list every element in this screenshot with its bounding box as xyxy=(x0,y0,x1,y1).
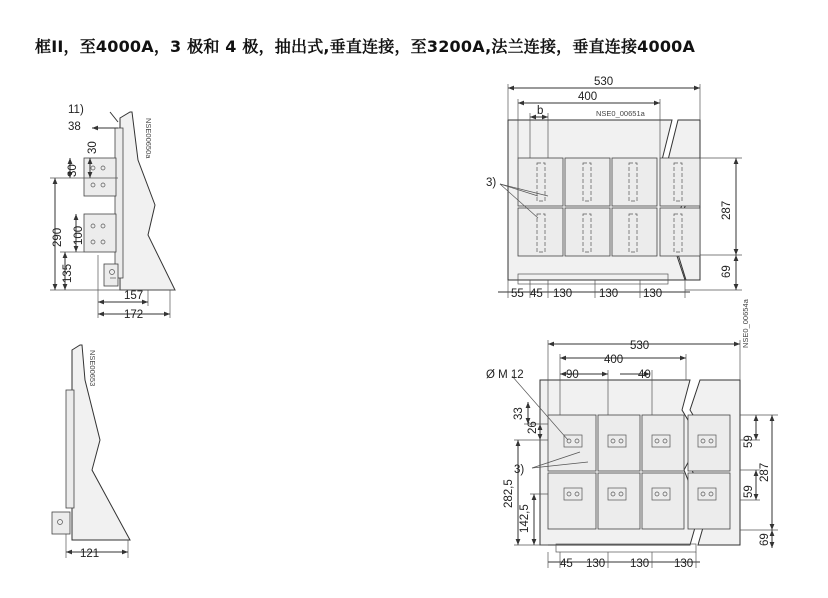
dimension-label: 135 xyxy=(62,263,74,283)
dimension-label: 130 xyxy=(630,558,650,570)
dimension-label: 282,5 xyxy=(503,479,515,508)
dimension-label: 130 xyxy=(553,288,573,300)
drawing-code: NSE00650a xyxy=(144,118,153,159)
drawing-code: NSE0_00654a xyxy=(741,299,750,348)
callout-label: 3) xyxy=(486,177,497,189)
thread-label: Ø M 12 xyxy=(486,369,524,381)
dimension-label: 30 xyxy=(67,164,79,177)
dimension-label: 90 xyxy=(566,369,579,381)
dimension-label: 38 xyxy=(68,121,81,133)
dimension-label: 130 xyxy=(643,288,663,300)
dimension-label: 400 xyxy=(604,354,624,366)
side-view-bottom xyxy=(52,345,130,560)
dimension-label: 30 xyxy=(87,141,99,154)
dimension-label: 400 xyxy=(578,91,598,103)
dimension-label: 100 xyxy=(73,225,85,245)
dimension-label: 69 xyxy=(759,533,771,546)
dimension-label: 33 xyxy=(513,407,525,420)
dimension-label: 45 xyxy=(530,288,543,300)
dimension-label: 172 xyxy=(124,309,144,321)
dimension-label: 40 xyxy=(638,369,651,381)
front-view-bottom xyxy=(486,298,778,570)
dimension-label: 287 xyxy=(721,200,733,220)
front-view-top xyxy=(486,76,742,300)
page-title: 框II，至4000A，3 极和 4 极，抽出式,垂直连接，至3200A,法兰连接，垂直连接4000A xyxy=(35,37,696,56)
dimension-label: 130 xyxy=(674,558,694,570)
dimension-label: 287 xyxy=(759,462,771,482)
callout-label: 3) xyxy=(514,464,525,476)
dimension-label: 59 xyxy=(743,485,755,498)
dimension-label: 59 xyxy=(743,435,755,448)
dimension-label: 530 xyxy=(630,340,650,352)
dimension-label: 130 xyxy=(599,288,619,300)
side-view-top xyxy=(50,104,175,321)
drawing-code: NSE00653 xyxy=(88,350,97,387)
drawing-code: NSE0_00651a xyxy=(596,109,645,118)
dimension-label: 45 xyxy=(560,558,573,570)
dimension-label: 26 xyxy=(527,421,539,434)
callout-label: 11) xyxy=(68,104,84,116)
dimension-label: 290 xyxy=(52,227,64,247)
dimension-label: 142,5 xyxy=(519,504,531,533)
dimension-label: 530 xyxy=(594,76,614,88)
dimension-label: 130 xyxy=(586,558,606,570)
dimension-label: b xyxy=(537,105,544,117)
dimension-label: 55 xyxy=(511,288,524,300)
dimension-label: 69 xyxy=(721,265,733,278)
dimension-label: 121 xyxy=(80,548,100,560)
dimension-label: 157 xyxy=(124,290,144,302)
